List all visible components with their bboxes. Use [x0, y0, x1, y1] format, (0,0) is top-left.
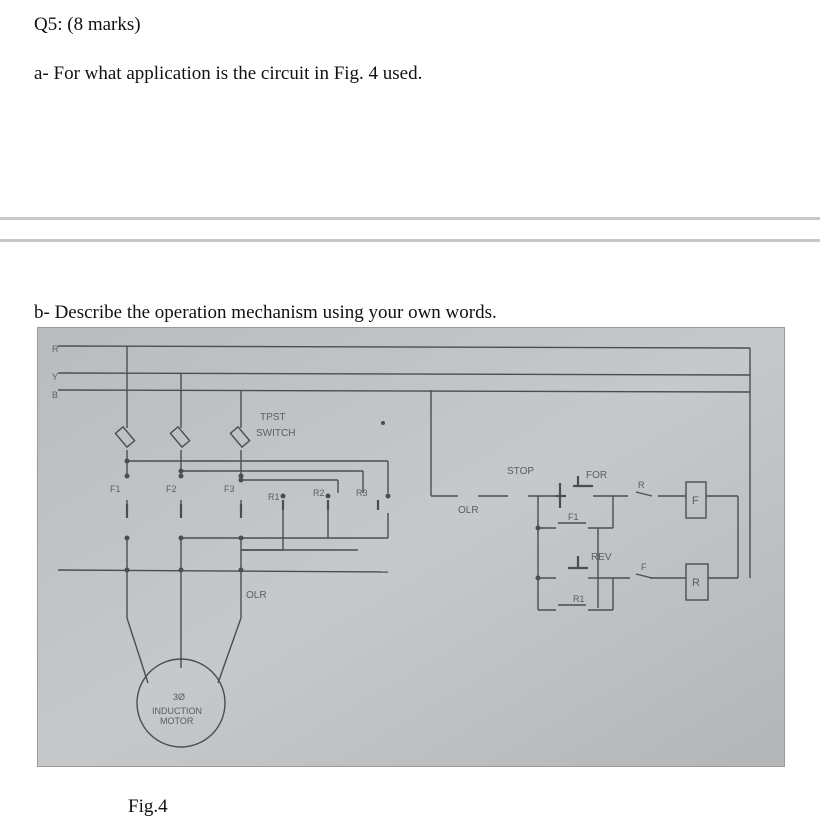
fuse-label-f3: F3: [224, 484, 235, 494]
question-title: Q5: (8 marks): [34, 14, 141, 35]
r1-contact-label: R1: [573, 594, 585, 604]
relay-label-r1: R1: [268, 492, 280, 502]
answer-box-bottom-border: [0, 239, 820, 242]
switch-label: SWITCH: [256, 428, 296, 439]
coil-f-label: F: [692, 495, 699, 507]
question-part-b: b- Describe the operation mechanism using your own words.: [34, 302, 497, 323]
circuit-figure-photo: [37, 327, 785, 767]
reverse-label: REV: [591, 552, 612, 563]
question-part-a: a- For what application is the circuit in Fig. 4 used.: [34, 63, 423, 84]
figure-caption: Fig.4: [128, 796, 168, 817]
f-interlock-label: F: [641, 562, 647, 572]
r-interlock-label: R: [638, 480, 645, 490]
line-label-r: R: [52, 344, 59, 354]
forward-label: FOR: [586, 470, 608, 481]
tpst-label: TPST: [260, 412, 286, 423]
stop-label: STOP: [507, 466, 535, 477]
photo-background: [38, 328, 785, 767]
answer-box-top-border: [0, 217, 820, 220]
fuse-label-f1: F1: [110, 484, 121, 494]
motor-label: MOTOR: [160, 716, 194, 726]
olr-control-label: OLR: [458, 505, 479, 516]
olr-power-label: OLR: [246, 590, 267, 601]
line-label-b: B: [52, 390, 59, 400]
relay-label-r2: R2: [313, 488, 325, 498]
fuse-label-f2: F2: [166, 484, 177, 494]
motor-type-label: INDUCTION: [152, 706, 202, 716]
relay-label-r3: R3: [356, 488, 368, 498]
motor-phase-label: 3Ø: [173, 692, 186, 702]
line-label-y: Y: [52, 372, 59, 382]
coil-r-label: R: [692, 577, 700, 589]
f1-contact-label: F1: [568, 512, 579, 522]
